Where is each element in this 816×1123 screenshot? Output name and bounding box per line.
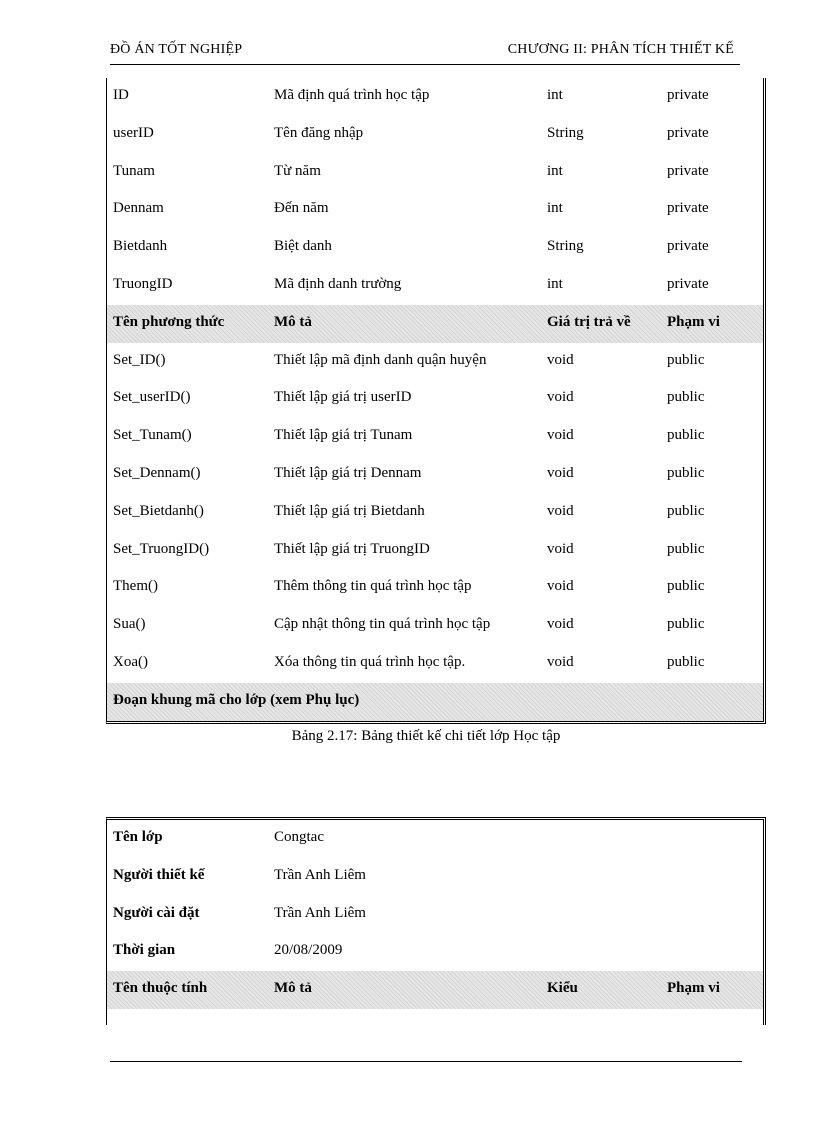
- method-row: [107, 645, 763, 683]
- attribute-name: ID: [113, 87, 129, 103]
- attribute-name: TruongID: [113, 275, 173, 292]
- attribute-type: int: [547, 275, 563, 292]
- attribute-row: [107, 78, 763, 116]
- info-value: Trần Anh Liêm: [274, 904, 366, 921]
- method-desc: Thiết lập giá trị TruongID: [274, 540, 430, 557]
- method-desc: Thiết lập giá trị userID: [274, 389, 412, 406]
- attribute-row: [107, 154, 763, 192]
- attr-header-scope: Phạm vi: [667, 980, 720, 997]
- class-design-table-hoctap: [106, 78, 766, 724]
- method-scope: public: [667, 616, 705, 633]
- method-type: void: [547, 464, 574, 481]
- method-row: [107, 456, 763, 494]
- footer-rule: [110, 1061, 742, 1062]
- attribute-type: int: [547, 87, 563, 103]
- method-row: [107, 418, 763, 456]
- method-row: [107, 569, 763, 607]
- method-name: Set_TruongID(): [113, 540, 210, 557]
- info-value: Congtac: [274, 829, 324, 845]
- method-name: Set_userID(): [113, 389, 191, 406]
- method-desc: Cập nhật thông tin quá trình học tập: [274, 616, 491, 633]
- info-row: [107, 896, 763, 934]
- method-desc: Thêm thông tin quá trình học tập: [274, 578, 472, 595]
- header-left-title: ĐỒ ÁN TỐT NGHIỆP: [110, 42, 243, 57]
- method-desc: Thiết lập giá trị Tunam: [274, 427, 413, 444]
- attr-header-name: Tên thuộc tính: [113, 980, 208, 997]
- method-row: [107, 343, 763, 381]
- method-scope: public: [667, 427, 705, 444]
- header-right-title: CHƯƠNG II: PHÂN TÍCH THIẾT KẾ: [507, 42, 734, 57]
- method-name: Set_ID(): [113, 351, 166, 368]
- table-continuation: [107, 1009, 763, 1025]
- attribute-scope: private: [667, 275, 709, 292]
- method-scope: public: [667, 653, 705, 670]
- method-row: [107, 607, 763, 645]
- info-value: 20/08/2009: [274, 942, 343, 959]
- method-desc: Thiết lập giá trị Bietdanh: [274, 502, 425, 519]
- code-skeleton-note: Đoạn khung mã cho lớp (xem Phụ lục): [113, 691, 360, 708]
- attribute-scope: private: [667, 200, 709, 217]
- info-row: [107, 820, 763, 858]
- attribute-row: [107, 267, 763, 305]
- method-name: Set_Bietdanh(): [113, 502, 204, 519]
- info-row: [107, 933, 763, 971]
- method-type: void: [547, 502, 574, 519]
- method-name: Set_Dennam(): [113, 464, 201, 481]
- method-header-desc: Mô tả: [274, 313, 312, 330]
- table-caption: Bảng 2.17: Bảng thiết kế chi tiết lớp Học tập: [291, 728, 561, 744]
- method-row: [107, 380, 763, 418]
- attribute-type: int: [547, 162, 563, 179]
- attr-header-desc: Mô tả: [274, 980, 312, 997]
- method-row: [107, 494, 763, 532]
- method-type: void: [547, 389, 574, 406]
- attribute-desc: Biệt danh: [274, 238, 332, 255]
- attribute-row: [107, 116, 763, 154]
- method-scope: public: [667, 389, 705, 406]
- method-type: void: [547, 578, 574, 595]
- attribute-desc: Tên đăng nhập: [274, 124, 364, 141]
- code-skeleton-row: [107, 683, 763, 721]
- method-desc: Thiết lập giá trị Dennam: [274, 464, 422, 481]
- info-label: Người cài đặt: [113, 904, 200, 921]
- method-desc: Xóa thông tin quá trình học tập.: [274, 653, 466, 670]
- method-header-row: [107, 305, 763, 343]
- method-row: [107, 532, 763, 570]
- method-scope: public: [667, 502, 705, 519]
- method-type: void: [547, 616, 574, 633]
- attribute-desc: Mã định quá trình học tập: [274, 87, 430, 103]
- attribute-name: userID: [113, 124, 154, 141]
- method-header-name: Tên phương thức: [113, 313, 225, 330]
- attribute-scope: private: [667, 124, 709, 141]
- attribute-name: Bietdanh: [113, 238, 168, 255]
- method-name: Sua(): [113, 616, 146, 633]
- attribute-row: [107, 191, 763, 229]
- attribute-desc: Mã định danh trường: [274, 275, 402, 292]
- attribute-type: String: [547, 124, 584, 141]
- attribute-header-row: [107, 971, 763, 1009]
- info-label: Tên lớp: [113, 829, 163, 845]
- info-row: [107, 858, 763, 896]
- method-name: Set_Tunam(): [113, 427, 192, 444]
- method-scope: public: [667, 464, 705, 481]
- attribute-scope: private: [667, 162, 709, 179]
- attribute-desc: Từ năm: [274, 162, 321, 179]
- method-scope: public: [667, 351, 705, 368]
- method-type: void: [547, 540, 574, 557]
- info-label: Người thiết kế: [113, 866, 205, 883]
- method-type: void: [547, 653, 574, 670]
- attribute-scope: private: [667, 87, 709, 103]
- method-type: void: [547, 351, 574, 368]
- method-name: Them(): [113, 578, 158, 595]
- attribute-name: Dennam: [113, 200, 164, 217]
- method-header-scope: Phạm vi: [667, 313, 720, 330]
- attribute-type: int: [547, 200, 563, 217]
- method-scope: public: [667, 578, 705, 595]
- attribute-desc: Đến năm: [274, 200, 329, 217]
- attribute-name: Tunam: [113, 162, 155, 179]
- method-name: Xoa(): [113, 653, 148, 670]
- attribute-row: [107, 229, 763, 267]
- method-type: void: [547, 427, 574, 444]
- attribute-type: String: [547, 238, 584, 255]
- attribute-scope: private: [667, 238, 709, 255]
- method-desc: Thiết lập mã định danh quận huyện: [274, 351, 487, 368]
- page-header: [110, 40, 740, 65]
- attr-header-type: Kiểu: [547, 980, 578, 997]
- class-design-table-congtac: [106, 817, 766, 1025]
- method-scope: public: [667, 540, 705, 557]
- method-header-type: Giá trị trả về: [547, 313, 631, 330]
- info-value: Trần Anh Liêm: [274, 866, 366, 883]
- info-label: Thời gian: [113, 942, 176, 959]
